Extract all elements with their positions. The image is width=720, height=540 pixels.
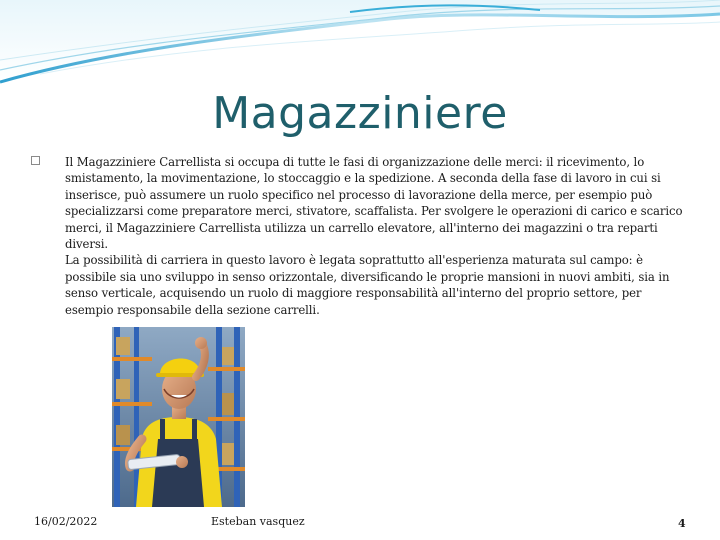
body-paragraph-2: La possibilità di carriera in questo lavoro è legata soprattutto all'esperienza maturata sul campo: è possibile sia uno sviluppo in senso orizzontale, diversificando le proprie mansioni in nuovi ambiti, sia in senso verticale, acquisendo un ruolo di maggiore responsabilità all'interno del proprio settore, per esempio responsabile della sezione carrelli. <box>65 253 670 317</box>
header-wave-decoration <box>0 0 720 90</box>
slide-title: Magazziniere <box>212 88 508 139</box>
footer-date: 16/02/2022 <box>34 515 98 528</box>
footer-author: Esteban vasquez <box>211 515 305 528</box>
warehouse-worker-photo <box>112 327 245 507</box>
square-bullet-icon <box>31 156 40 165</box>
page-number: 4 <box>678 517 686 530</box>
slide-body <box>46 154 686 318</box>
body-paragraph-1: Il Magazziniere Carrellista si occupa di tutte le fasi di organizzazione delle merci: il ricevimento, lo smistamento, la movimentazione, lo stoccaggio e la spedizione. A seconda della fase di lavoro in cui si inserisce, può assumere un ruolo specifico nel processo di lavorazione della merce, per esempio può specializzarsi come preparatore merci, stivatore, scaffalista. Per svolgere le operazioni di carico e scarico merci, il Magazziniere Carrellista utilizza un carrello elevatore, all'interno dei magazzini o tra reparti diversi. <box>65 155 683 252</box>
